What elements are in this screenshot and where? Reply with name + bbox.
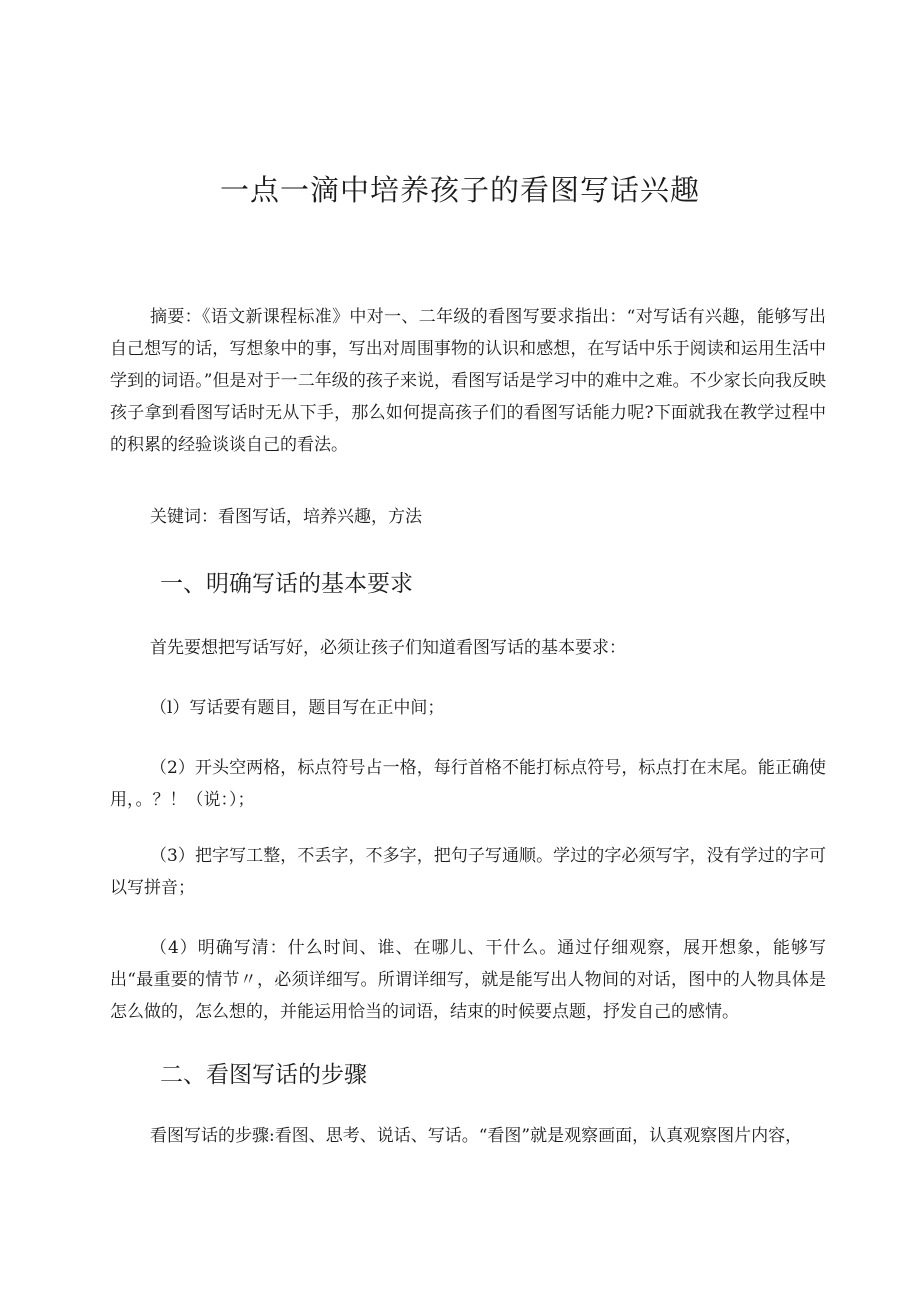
requirement-item-4: （4）明确写清：什么时间、谁、在哪儿、干什么。通过仔细观察，展开想象，能够写出“最重要的情节〃，必须详细写。所谓详细写，就是能写出人物间的对话，图中的人物具体是怎么做的，怎么想的，并能运用恰当的词语，结束的时候要点题，抒发自己的感情。 [110, 938, 826, 1022]
section-heading-2: 二、看图写话的步骤 [160, 1062, 367, 1088]
requirement-item-3: （3）把字写工整，不丢字，不多字，把句子写通顺。学过的字必须写字，没有学过的字可以写拼音； [110, 846, 826, 898]
keywords-line: 关键词：看图写话，培养兴趣，方法 [150, 507, 422, 527]
requirement-item-1: （l）写话要有题目，题目写在正中间； [150, 698, 445, 718]
section-heading-1: 一、明确写话的基本要求 [160, 571, 413, 597]
requirement-item-2: （2）开头空两格，标点符号占一格，每行首格不能打标点符号，标点打在末尾。能正确使用，。？！（说：）； [110, 758, 826, 810]
abstract-paragraph: 摘要：《语文新课程标准》中对一、二年级的看图写要求指出：“对写话有兴趣，能够写出自己想写的话，写想象中的事，写出对周围事物的认识和感想，在写话中乐于阅读和运用生活中学到的词语。”但是对于一二年级的孩子来说，看图写话是学习中的难中之难。不少家长向我反映孩子拿到看图写话时无从下手，那么如何提高孩子们的看图写话能力呢?下面就我在教学过程中的积累的经验谈谈自己的看法。 [110, 307, 826, 455]
section2-intro: 看图写话的步骤:看图、思考、说话、写话。“看图”就是观察画面，认真观察图片内容， [150, 1126, 803, 1146]
document-title: 一点一滴中培养孩子的看图写话兴趣 [219, 173, 700, 207]
section1-intro: 首先要想把写话写好，必须让孩子们知道看图写话的基本要求： [150, 638, 626, 658]
